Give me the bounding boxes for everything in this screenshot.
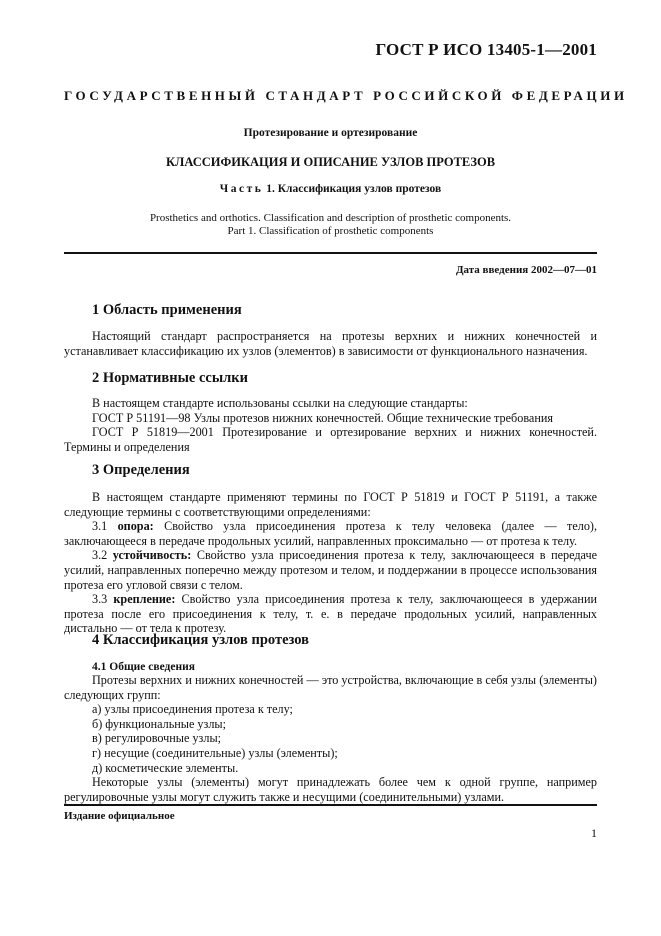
list-item: г) несущие (соединительные) узлы (элементы); (92, 745, 338, 760)
part-word: Часть (219, 183, 264, 195)
definition-3-2: 3.2 устойчивость: Свойство узла присоединения протеза к телу, заключающееся в передаче усилий, направленных поперечно между протезом и телом, и поддержании в процессе использования протеза его угловой связи с телом. (64, 548, 597, 592)
footer-rule (64, 804, 597, 806)
part-title (64, 183, 597, 195)
section-4-note: Некоторые узлы (элементы) могут принадлежать более чем к одной группе, например регулировочные узлы могут служить также и несущими (соединительными) узлами. (64, 775, 597, 804)
list-item: а) узлы присоединения протеза к телу; (92, 702, 293, 717)
section-3-heading: 3 Определения (92, 462, 190, 478)
group-list (92, 702, 338, 775)
official-edition-label: Издание официальное (64, 810, 175, 822)
section-3-intro: В настоящем стандарте применяют термины по ГОСТ Р 51819 и ГОСТ Р 51191, а также следующие термины с соответствующими определениями: (64, 490, 597, 519)
section-1-heading: 1 Область применения (92, 302, 242, 318)
list-item: в) регулировочные узлы; (92, 731, 222, 746)
standard-group: Протезирование и ортезирование (243, 127, 418, 139)
standard-number: ГОСТ Р ИСО 13405-1—2001 (375, 40, 597, 59)
definition-3-3: 3.3 крепление: Свойство узла присоединения протеза к телу, заключающееся в удержании протеза после его присоединения к телу, т. е. в передаче продольных усилий, направленных дистально — от тела к протезу. (64, 592, 597, 636)
section-2-intro: В настоящем стандарте использованы ссылки на следующие стандарты: (92, 396, 468, 410)
page-number: 1 (591, 826, 597, 840)
part-rest: 1. Классификация узлов протезов (266, 183, 442, 195)
list-item: б) функциональные узлы; (92, 716, 226, 731)
section-4-heading: 4 Классификация узлов протезов (92, 632, 310, 648)
reference-2: ГОСТ Р 51819—2001 Протезирование и ортезирование верхних и нижних конечностей. Термины и определения (64, 425, 597, 454)
english-title (64, 212, 597, 238)
list-item: д) косметические элементы. (92, 760, 239, 775)
english-title-line-2: Part 1. Classification of prosthetic components (227, 225, 434, 237)
document-title: КЛАССИФИКАЦИЯ И ОПИСАНИЕ УЗЛОВ ПРОТЕЗОВ (165, 155, 496, 169)
english-title-line-1: Prosthetics and orthotics. Classification and description of prosthetic components. (149, 212, 512, 224)
definition-3-1: 3.1 опора: Свойство узла присоединения протеза к телу человека (далее — тело), заключающееся в передаче продольных усилий, направленных проксимально — от протеза к телу. (64, 519, 598, 548)
header-rule (64, 252, 597, 254)
section-4-intro: Протезы верхних и нижних конечностей — это устройства, включающие в себя узлы (элементы) следующих групп: (64, 673, 597, 702)
subsection-4-1-heading: 4.1 Общие сведения (92, 661, 195, 673)
section-1-text: Настоящий стандарт распространяется на протезы верхних и нижних конечностей и устанавливает классификацию их узлов (элементов) в зависимости от функционального назначения. (64, 329, 597, 358)
reference-1: ГОСТ Р 51191—98 Узлы протезов нижних конечностей. Общие технические требования (92, 410, 553, 425)
state-standard-banner: ГОСУДАРСТВЕННЫЙ СТАНДАРТ РОССИЙСКОЙ ФЕДЕРАЦИИ (64, 88, 628, 103)
section-2-heading: 2 Нормативные ссылки (92, 370, 248, 386)
effective-date: Дата введения 2002—07—01 (455, 264, 597, 276)
